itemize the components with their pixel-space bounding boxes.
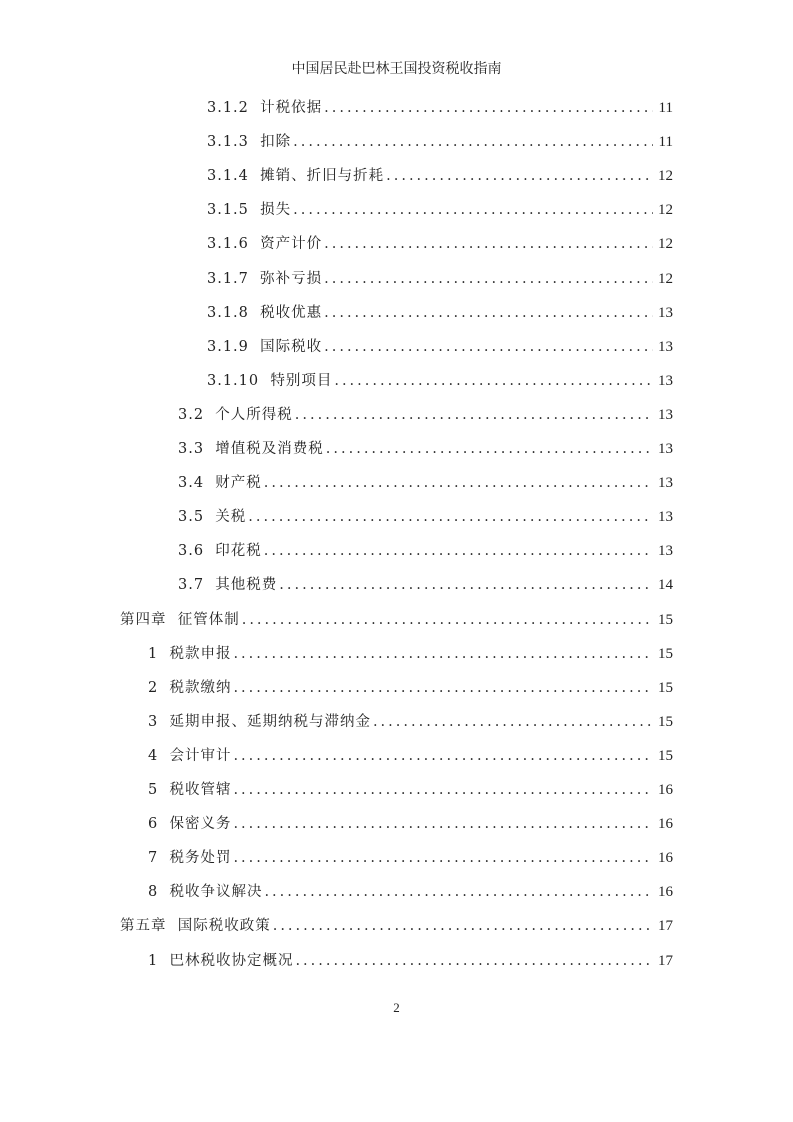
toc-entry-title: 保密义务 bbox=[169, 816, 232, 833]
toc-entry-number: 3.7 bbox=[178, 577, 205, 594]
toc-entry-gap bbox=[204, 441, 215, 457]
toc-entry-number: 5 bbox=[148, 782, 159, 798]
toc-entry-number: 3.1.2 bbox=[207, 100, 249, 116]
toc-entry-page: 13 bbox=[658, 475, 673, 492]
toc-entry-page: 17 bbox=[658, 952, 673, 969]
toc-entry-page: 13 bbox=[658, 543, 673, 560]
toc-entry-number: 3.1.8 bbox=[207, 304, 249, 321]
toc-entry-title: 延期申报、延期纳税与滞纳金 bbox=[169, 713, 371, 730]
toc-entry-gap bbox=[204, 407, 215, 423]
toc-entry-number: 3.1.7 bbox=[207, 270, 249, 287]
toc-entry-page: 13 bbox=[658, 441, 673, 457]
toc-entry[interactable] bbox=[148, 744, 673, 766]
toc-entry-page: 16 bbox=[658, 782, 673, 798]
toc-leader-dots bbox=[264, 475, 653, 491]
toc-entry[interactable] bbox=[207, 267, 673, 289]
toc-entry-gap bbox=[158, 748, 169, 764]
toc-leader-dots bbox=[233, 850, 653, 866]
toc-entry[interactable] bbox=[148, 846, 673, 868]
toc-entry-gap bbox=[204, 475, 215, 491]
toc-entry-page: 13 bbox=[658, 372, 673, 389]
toc-entry-title: 财产税 bbox=[215, 475, 262, 492]
toc-entry-number: 3.2 bbox=[178, 406, 205, 423]
toc-entry[interactable] bbox=[178, 505, 673, 527]
toc-leader-dots bbox=[324, 100, 653, 116]
toc-entry-title: 弥补亏损 bbox=[260, 270, 323, 287]
toc-entry-number: 3.3 bbox=[178, 441, 205, 457]
toc-entry-page: 16 bbox=[658, 884, 673, 901]
toc-entry-title: 损失 bbox=[260, 202, 292, 219]
toc-entry-number: 3.1.10 bbox=[207, 372, 260, 389]
toc-entry-number: 3.4 bbox=[178, 475, 205, 492]
toc-entry-page: 12 bbox=[658, 202, 673, 219]
toc-entry-gap bbox=[204, 543, 215, 559]
toc-entry-title: 个人所得税 bbox=[215, 406, 293, 423]
toc-leader-dots bbox=[293, 202, 653, 218]
toc-entry[interactable] bbox=[148, 880, 673, 902]
toc-entry-gap bbox=[249, 305, 260, 321]
toc-leader-dots bbox=[334, 373, 653, 389]
toc-leader-dots bbox=[295, 407, 653, 423]
toc-entry-title: 国际税收政策 bbox=[177, 918, 271, 935]
toc-entry-gap bbox=[158, 953, 169, 969]
toc-entry-gap bbox=[158, 714, 169, 730]
toc-entry-number: 3.1.4 bbox=[207, 168, 249, 185]
toc-entry-gap bbox=[158, 680, 169, 696]
toc-entry-number: 2 bbox=[148, 679, 159, 696]
toc-entry[interactable] bbox=[207, 301, 673, 323]
toc-leader-dots bbox=[324, 339, 653, 355]
toc-entry-page: 12 bbox=[658, 270, 673, 287]
toc-entry-number: 3.1.3 bbox=[207, 134, 249, 151]
toc-entry-page: 16 bbox=[658, 816, 673, 833]
toc-entry[interactable] bbox=[178, 539, 673, 561]
toc-entry-number: 6 bbox=[148, 816, 159, 833]
toc-leader-dots bbox=[324, 271, 653, 287]
toc-leader-dots bbox=[233, 680, 653, 696]
toc-entry-page: 12 bbox=[658, 168, 673, 185]
toc-entry[interactable] bbox=[207, 369, 673, 391]
toc-entry[interactable] bbox=[148, 676, 673, 698]
toc-entry-gap bbox=[167, 612, 178, 628]
toc-entry[interactable] bbox=[207, 198, 673, 220]
toc-entry-number: 7 bbox=[148, 850, 159, 867]
toc-leader-dots bbox=[248, 509, 653, 525]
toc-entry[interactable] bbox=[148, 812, 673, 834]
toc-entry[interactable] bbox=[207, 130, 673, 152]
toc-leader-dots bbox=[233, 816, 653, 832]
page-number: 2 bbox=[393, 1000, 400, 1015]
toc-entry-gap bbox=[204, 509, 215, 525]
toc-entry-number: 3.5 bbox=[178, 509, 205, 526]
toc-leader-dots bbox=[386, 168, 653, 184]
toc-entry-number: 3.1.5 bbox=[207, 202, 249, 219]
toc-entry-page: 15 bbox=[658, 679, 673, 696]
toc-entry-title: 印花税 bbox=[215, 543, 262, 560]
toc-entry-title: 资产计价 bbox=[260, 236, 323, 253]
toc-entry-gap bbox=[158, 816, 169, 832]
toc-entry-title: 税收争议解决 bbox=[169, 884, 263, 901]
toc-entry[interactable] bbox=[207, 164, 673, 186]
toc-entry-page: 11 bbox=[658, 100, 673, 116]
toc-entry-gap bbox=[249, 236, 260, 252]
toc-leader-dots bbox=[279, 577, 653, 593]
toc-entry-gap bbox=[158, 884, 169, 900]
toc-entry-gap bbox=[167, 918, 178, 934]
toc-entry-title: 税收管辖 bbox=[169, 782, 232, 798]
toc-entry-number: 3.1.9 bbox=[207, 338, 249, 355]
toc-entry-number: 1 bbox=[148, 952, 159, 969]
toc-entry-number: 第四章 bbox=[120, 611, 167, 628]
toc-entry-number: 3.6 bbox=[178, 543, 205, 560]
toc-entry-gap bbox=[259, 373, 270, 389]
toc-leader-dots bbox=[264, 543, 653, 559]
toc-entry-gap bbox=[158, 782, 169, 798]
toc-entry-title: 征管体制 bbox=[177, 611, 240, 628]
toc-entry-title: 税收优惠 bbox=[260, 304, 323, 321]
toc-entry[interactable] bbox=[178, 403, 673, 425]
toc-entry-title: 计税依据 bbox=[260, 100, 323, 116]
toc-entry[interactable] bbox=[148, 778, 673, 800]
toc-leader-dots bbox=[373, 714, 653, 730]
toc-entry-title: 其他税费 bbox=[215, 577, 278, 594]
toc-entry-page: 13 bbox=[658, 304, 673, 321]
toc-entry-gap bbox=[249, 168, 260, 184]
toc-entry[interactable] bbox=[120, 608, 673, 630]
toc-entry-title: 特别项目 bbox=[270, 372, 333, 389]
toc-entry-page: 16 bbox=[658, 850, 673, 867]
toc-entry-page: 17 bbox=[658, 918, 673, 935]
toc-entry[interactable] bbox=[178, 573, 673, 595]
toc-entry-gap bbox=[158, 646, 169, 662]
toc-leader-dots bbox=[293, 134, 653, 150]
toc-entry-title: 税款申报 bbox=[169, 645, 232, 662]
toc-entry-gap bbox=[249, 134, 260, 150]
toc-entry-page: 12 bbox=[658, 236, 673, 253]
toc-entry[interactable] bbox=[148, 710, 673, 732]
toc-leader-dots bbox=[324, 236, 653, 252]
toc-entry[interactable] bbox=[207, 96, 673, 118]
toc-entry-gap bbox=[204, 577, 215, 593]
toc-entry-page: 11 bbox=[658, 134, 673, 151]
toc-entry-number: 1 bbox=[148, 645, 159, 662]
toc-entry-gap bbox=[249, 100, 260, 116]
toc-entry-page: 13 bbox=[658, 338, 673, 355]
toc-entry-number: 8 bbox=[148, 884, 159, 901]
toc-entry-page: 15 bbox=[658, 645, 673, 662]
toc-entry[interactable] bbox=[148, 949, 673, 971]
toc-entry-number: 3.1.6 bbox=[207, 236, 249, 253]
toc-entry-gap bbox=[249, 271, 260, 287]
toc-leader-dots bbox=[273, 918, 653, 934]
toc-leader-dots bbox=[324, 305, 653, 321]
toc-entry[interactable] bbox=[148, 642, 673, 664]
toc-leader-dots bbox=[233, 748, 653, 764]
toc-entry-number: 4 bbox=[148, 747, 159, 764]
toc-entry[interactable] bbox=[207, 335, 673, 357]
toc-entry[interactable] bbox=[120, 914, 673, 936]
toc-entry-page: 13 bbox=[658, 509, 673, 526]
toc-entry-gap bbox=[249, 339, 260, 355]
toc-leader-dots bbox=[233, 782, 653, 798]
toc-entry-title: 税务处罚 bbox=[169, 850, 232, 867]
toc-entry-title: 摊销、折旧与折耗 bbox=[260, 168, 385, 185]
toc-entry-title: 增值税及消费税 bbox=[215, 441, 324, 457]
toc-entry-page: 14 bbox=[658, 577, 673, 594]
toc-entry-page: 15 bbox=[658, 747, 673, 764]
page-header-title: 中国居民赴巴林王国投资税收指南 bbox=[291, 61, 502, 77]
toc-entry[interactable] bbox=[178, 471, 673, 493]
toc-entry-number: 第五章 bbox=[120, 918, 167, 935]
toc-entry[interactable] bbox=[178, 437, 673, 459]
toc-leader-dots bbox=[233, 646, 653, 662]
toc-entry-gap bbox=[249, 202, 260, 218]
toc-leader-dots bbox=[295, 953, 653, 969]
toc-entry-page: 15 bbox=[658, 713, 673, 730]
toc-leader-dots bbox=[326, 441, 653, 457]
toc-entry-page: 15 bbox=[658, 611, 673, 628]
toc-entry-page: 13 bbox=[658, 406, 673, 423]
toc-entry-title: 会计审计 bbox=[169, 747, 232, 764]
toc-entry[interactable] bbox=[207, 232, 673, 254]
toc-entry-title: 扣除 bbox=[260, 134, 292, 151]
toc-entry-number: 3 bbox=[148, 713, 159, 730]
toc-leader-dots bbox=[242, 612, 653, 628]
toc-entry-title: 税款缴纳 bbox=[169, 679, 232, 696]
toc-entry-gap bbox=[158, 850, 169, 866]
toc-entry-title: 关税 bbox=[215, 509, 247, 526]
toc-leader-dots bbox=[264, 884, 653, 900]
toc-entry-title: 巴林税收协定概况 bbox=[169, 952, 294, 969]
toc-entry-title: 国际税收 bbox=[260, 338, 323, 355]
